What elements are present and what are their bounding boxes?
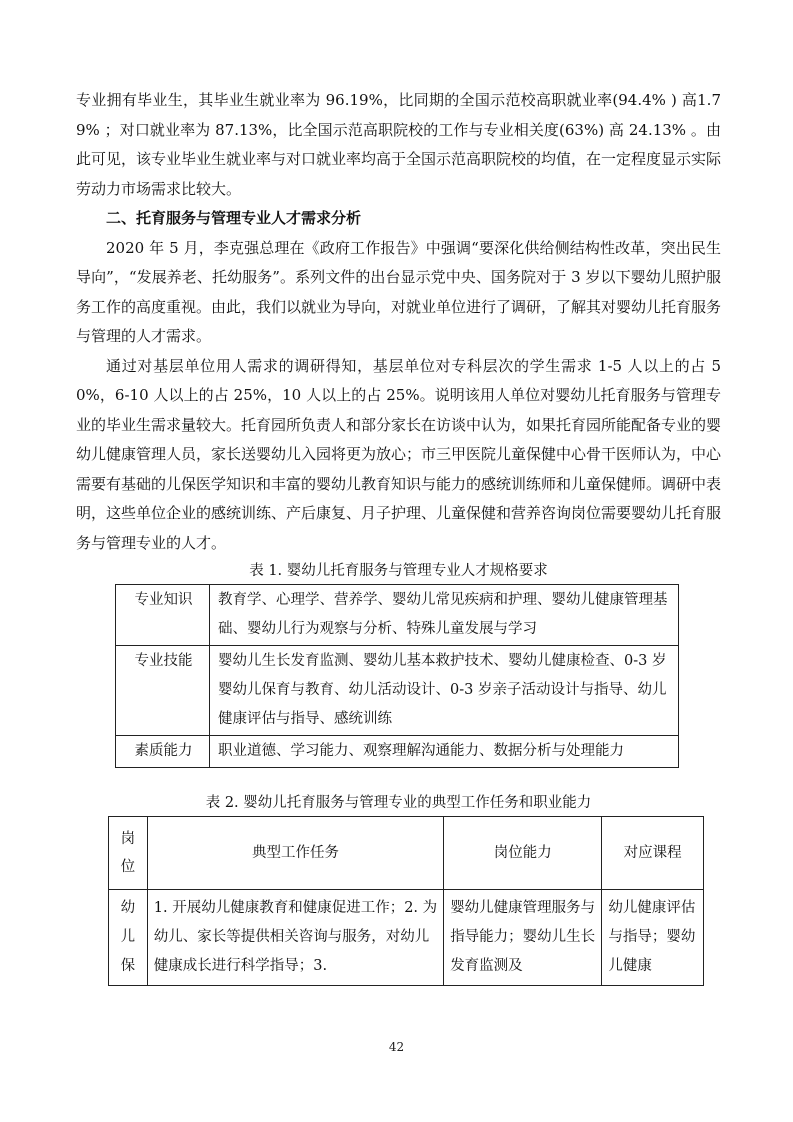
page-number: 42	[388, 1040, 405, 1054]
header-tasks: 典型工作任务	[147, 817, 443, 890]
paragraph-policy: 2020 年 5 月，李克强总理在《政府工作报告》中强调“要深化供给侧结构性改革，突出民生导向”，“发展养老、托幼服务”。系列文件的出台显示党中央、国务院对于 3 岁以下婴幼儿照护服务工作的高度重视。由此，我们以就业为导向，对就业单位进行了调研，了解其对婴幼儿托育服务与管理的人才需求。	[76, 238, 722, 345]
table-row	[109, 890, 704, 986]
page-content	[76, 86, 721, 986]
table-cell-value: 教育学、心理学、营养学、婴幼儿常见疾病和护理、婴幼儿健康管理基础、婴幼儿行为观察与分析、特殊儿童发展与学习	[210, 585, 679, 646]
header-course: 对应课程	[602, 817, 704, 890]
header-ability: 岗位能力	[444, 817, 602, 890]
header-post-char: 岗	[120, 831, 136, 847]
work-tasks-table	[108, 816, 704, 986]
header-post	[109, 817, 148, 890]
section-heading: 二、托育服务与管理专业人才需求分析	[106, 209, 362, 227]
table-row	[116, 585, 679, 646]
paragraph-survey: 通过对基层单位用人需求的调研得知，基层单位对专科层次的学生需求 1-5 人以上的占 50%，6-10 人以上的占 25%，10 人以上的占 25%。说明该用人单位对婴幼儿托育服务与管理专业的毕业生需求量较大。托育园所负责人和部分家长在访谈中认为，如果托育园所能配备专业的婴幼儿健康管理人员，家长送婴幼儿入园将更为放心；市三甲医院儿童保健中心骨干医师认为，中心需要有基础的儿保医学知识和丰富的婴幼儿教育知识与能力的感统训练师和儿童保健师。调研中表明，这些单位企业的感统训练、产后康复、月子护理、儿童保健和营养咨询岗位需要婴幼儿托育服务与管理专业的人才。	[76, 356, 722, 552]
cell-course: 幼儿健康评估与指导；婴幼儿健康	[602, 890, 704, 986]
cell-post-char: 幼	[120, 900, 136, 916]
table-row	[116, 736, 679, 768]
table-cell-key: 专业知识	[116, 585, 210, 646]
header-post-char: 位	[120, 859, 136, 875]
paragraph-employment-rate: 专业拥有毕业生，其毕业生就业率为 96.19%，比同期的全国示范校高职就业率(94.4% ) 高1.79% ；对口就业率为 87.13%，比全国示范高职院校的工作与专业相关度(63%) 高 24.13% 。由此可见，该专业毕业生就业率与对口就业率均高于全国示范高职院校的均值，在一定程度显示实际劳动力市场需求比较大。	[76, 91, 722, 198]
cell-tasks: 1. 开展幼儿健康教育和健康促进工作；2. 为幼儿、家长等提供相关咨询与服务，对幼儿健康成长进行科学指导；3.	[147, 890, 443, 986]
table2-caption: 表 2. 婴幼儿托育服务与管理专业的典型工作任务和职业能力	[205, 795, 592, 811]
table-cell-value: 婴幼儿生长发育监测、婴幼儿基本救护技术、婴幼儿健康检查、0-3 岁婴幼儿保育与教育、幼儿活动设计、0-3 岁亲子活动设计与指导、幼儿健康评估与指导、感统训练	[210, 646, 679, 736]
table-cell-key: 专业技能	[116, 646, 210, 736]
table-cell-value: 职业道德、学习能力、观察理解沟通能力、数据分析与处理能力	[210, 736, 679, 768]
table-cell-key: 素质能力	[116, 736, 210, 768]
cell-post	[109, 890, 148, 986]
cell-post-char: 保	[120, 958, 136, 974]
table-row	[116, 646, 679, 736]
cell-post-char: 儿	[120, 929, 136, 945]
table1-caption: 表 1. 婴幼儿托育服务与管理专业人才规格要求	[249, 563, 548, 579]
table-header-row	[109, 817, 704, 890]
cell-ability: 婴幼儿健康管理服务与指导能力；婴幼儿生长发育监测及	[444, 890, 602, 986]
talent-spec-table	[115, 584, 679, 768]
